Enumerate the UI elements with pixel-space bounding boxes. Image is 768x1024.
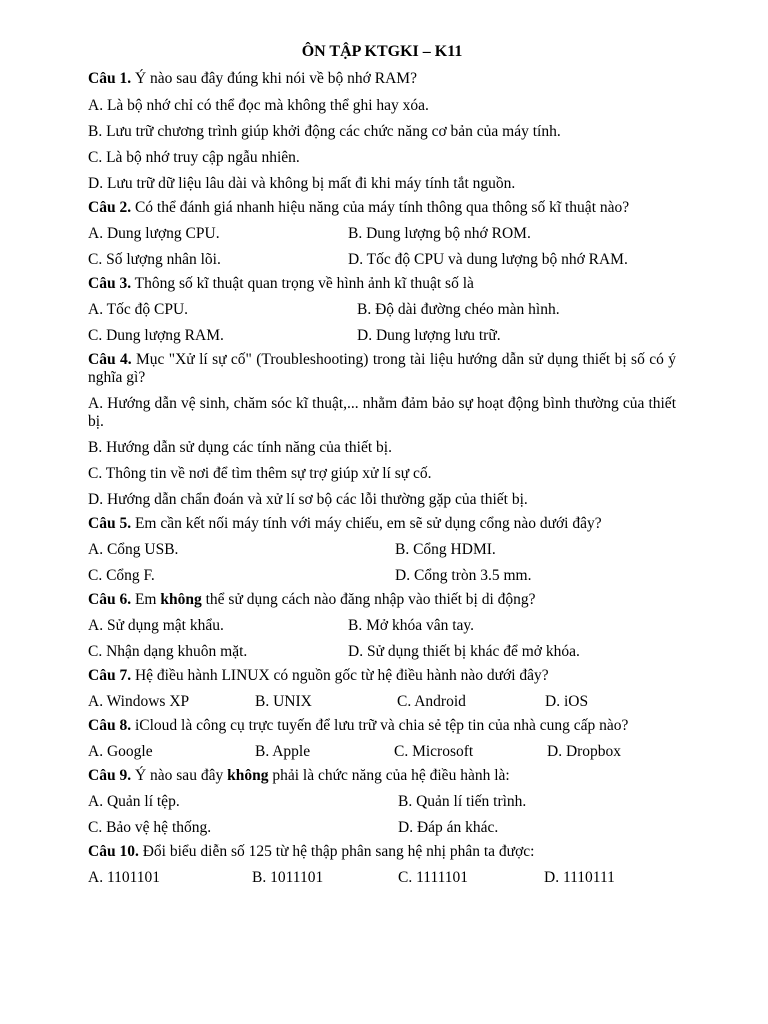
option-c: C. Nhận dạng khuôn mặt. xyxy=(88,643,248,660)
question-text: Đổi biểu diễn số 125 từ hệ thập phân sang hệ nhị phân ta được: xyxy=(138,843,535,860)
option-d: D. Lưu trữ dữ liệu lâu dài và không bị mất đi khi máy tính tắt nguồn. xyxy=(88,175,516,192)
options-row xyxy=(88,869,676,887)
option-c: C. Microsoft xyxy=(394,743,474,760)
options-row xyxy=(88,225,676,243)
question-text: Em cần kết nối máy tính với máy chiếu, em sẽ sử dụng cổng nào dưới đây? xyxy=(131,515,602,532)
question-text: phải là chức năng của hệ điều hành là: xyxy=(268,767,510,784)
question-1 xyxy=(88,70,676,88)
option-a: A. Hướng dẫn vệ sinh, chăm sóc kĩ thuật,... nhằm đảm bảo sự hoạt động bình thường của thiết bị. xyxy=(88,395,676,430)
question-9 xyxy=(88,767,676,785)
question-text: thể sử dụng cách nào đăng nhập vào thiết bị di động? xyxy=(201,591,536,608)
question-8 xyxy=(88,717,676,735)
option-d: D. Hướng dẫn chẩn đoán và xử lí sơ bộ các lỗi thường gặp của thiết bị. xyxy=(88,491,528,508)
question-text: iCloud là công cụ trực tuyến để lưu trữ và chia sẻ tệp tin của nhà cung cấp nào? xyxy=(131,717,629,734)
question-3 xyxy=(88,275,676,293)
option-a: A. Dung lượng CPU. xyxy=(88,225,220,242)
options-row xyxy=(88,617,676,635)
option-d: D. iOS xyxy=(545,693,589,710)
option-a: A. 1101101 xyxy=(88,869,161,886)
option-c: C. 1111101 xyxy=(398,869,469,886)
question-7 xyxy=(88,667,676,685)
question-number: Câu 7. xyxy=(88,667,132,684)
option-a: A. Windows XP xyxy=(88,693,190,710)
option-c: C. Dung lượng RAM. xyxy=(88,327,224,344)
options-row xyxy=(88,819,676,837)
question-number: Câu 8. xyxy=(88,717,132,734)
emphasis-text: không xyxy=(160,591,202,608)
question-2 xyxy=(88,199,676,217)
option-a: A. Tốc độ CPU. xyxy=(88,301,189,318)
question-text: Có thể đánh giá nhanh hiệu năng của máy tính thông qua thông số kĩ thuật nào? xyxy=(131,199,630,216)
question-text: Ý nào sau đây xyxy=(131,767,228,784)
question-5 xyxy=(88,515,676,533)
option-b: B. Mở khóa vân tay. xyxy=(348,617,475,634)
question-text: Thông số kĩ thuật quan trọng về hình ảnh kĩ thuật số là xyxy=(131,275,474,292)
options-row xyxy=(88,793,676,811)
option-c: C. Android xyxy=(397,693,466,710)
option-b: B. UNIX xyxy=(255,693,312,710)
options-row xyxy=(88,643,676,661)
option-b: B. Dung lượng bộ nhớ ROM. xyxy=(348,225,531,242)
option-b: B. Quản lí tiến trình. xyxy=(398,793,527,810)
options-row xyxy=(88,693,676,711)
question-number: Câu 5. xyxy=(88,515,132,532)
question-number: Câu 6. xyxy=(88,591,132,608)
question-number: Câu 4. xyxy=(88,351,132,368)
option-d: D. Dung lượng lưu trữ. xyxy=(357,327,501,344)
option-d: D. Sử dụng thiết bị khác để mở khóa. xyxy=(348,643,580,660)
options-row xyxy=(88,541,676,559)
question-number: Câu 2. xyxy=(88,199,132,216)
question-number: Câu 3. xyxy=(88,275,132,292)
option-b: B. Hướng dẫn sử dụng các tính năng của thiết bị. xyxy=(88,439,392,456)
option-a: A. Là bộ nhớ chỉ có thể đọc mà không thể ghi hay xóa. xyxy=(88,97,429,114)
option-b: B. 1011101 xyxy=(252,869,324,886)
option-c: C. Bảo vệ hệ thống. xyxy=(88,819,212,836)
question-number: Câu 10. xyxy=(88,843,139,860)
option-c: C. Là bộ nhớ truy cập ngẫu nhiên. xyxy=(88,149,300,166)
option-d: D. Cổng tròn 3.5 mm. xyxy=(395,567,532,584)
option-d: D. Đáp án khác. xyxy=(398,819,499,836)
question-number: Câu 9. xyxy=(88,767,132,784)
options-row xyxy=(88,301,676,319)
exam-page xyxy=(88,40,676,887)
emphasis-text: không xyxy=(227,767,269,784)
options-row xyxy=(88,251,676,269)
question-text: Mục "Xử lí sự cố" (Troubleshooting) trong tài liệu hướng dẫn sử dụng thiết bị số có ý nghĩa gì? xyxy=(88,351,676,386)
option-c: C. Số lượng nhân lõi. xyxy=(88,251,221,268)
option-d: D. Tốc độ CPU và dung lượng bộ nhớ RAM. xyxy=(348,251,628,268)
option-b: B. Độ dài đường chéo màn hình. xyxy=(357,301,560,318)
option-c: C. Thông tin về nơi để tìm thêm sự trợ giúp xử lí sự cố. xyxy=(88,465,432,482)
question-text: Ý nào sau đây đúng khi nói về bộ nhớ RAM? xyxy=(131,70,417,87)
option-b: B. Apple xyxy=(255,743,311,760)
question-6 xyxy=(88,591,676,609)
option-a: A. Sử dụng mật khẩu. xyxy=(88,617,224,634)
question-text: Hệ điều hành LINUX có nguồn gốc từ hệ điều hành nào dưới đây? xyxy=(131,667,549,684)
option-b: B. Lưu trữ chương trình giúp khởi động các chức năng cơ bản của máy tính. xyxy=(88,123,561,140)
option-a: A. Quản lí tệp. xyxy=(88,793,180,810)
option-a: A. Cổng USB. xyxy=(88,541,179,558)
options-row xyxy=(88,567,676,585)
option-a: A. Google xyxy=(88,743,153,760)
option-c: C. Cổng F. xyxy=(88,567,155,584)
options-row xyxy=(88,327,676,345)
question-4 xyxy=(88,351,676,387)
page-title: ÔN TẬP KTGKI – K11 xyxy=(301,43,463,60)
question-number: Câu 1. xyxy=(88,70,132,87)
option-d: D. 1110111 xyxy=(544,869,615,886)
question-10 xyxy=(88,843,676,861)
question-text: Em xyxy=(131,591,161,608)
option-d: D. Dropbox xyxy=(547,743,622,760)
options-row xyxy=(88,743,676,761)
option-b: B. Cổng HDMI. xyxy=(395,541,496,558)
